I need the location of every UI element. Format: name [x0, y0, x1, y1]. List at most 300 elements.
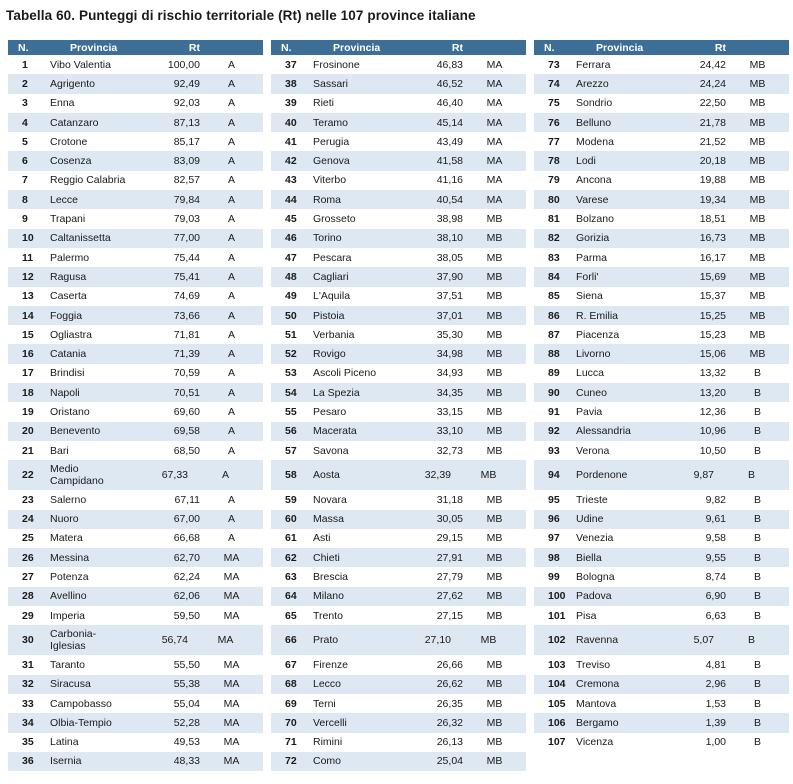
table-row: [534, 548, 789, 567]
province-name: Sondrio: [576, 97, 613, 110]
table-row: [534, 325, 789, 344]
row-number: 15: [22, 328, 34, 341]
rt-score: 26,32: [436, 716, 463, 729]
table-row: [271, 548, 526, 567]
table-row: [8, 567, 263, 586]
rt-score: 13,20: [699, 386, 726, 399]
row-number: 81: [548, 213, 560, 226]
province-name: Genova: [313, 155, 350, 168]
table-row: [534, 306, 789, 325]
province-name: Taranto: [50, 658, 86, 671]
rt-score: 79,84: [173, 193, 200, 206]
table-row: [534, 132, 789, 151]
table-row: [534, 529, 789, 548]
rt-score: 19,88: [699, 174, 726, 187]
risk-class: MB: [486, 425, 503, 438]
row-number: 63: [285, 571, 297, 584]
table-row: [271, 344, 526, 363]
rt-score: 16,73: [699, 232, 726, 245]
rt-score: 62,06: [173, 590, 200, 603]
table-panel-3: [534, 40, 789, 771]
row-number: 39: [285, 97, 297, 110]
risk-class: MB: [749, 328, 766, 341]
row-number: 71: [285, 736, 297, 749]
rt-score: 71,81: [173, 328, 200, 341]
rt-score: 1,53: [705, 697, 726, 710]
risk-class: MB: [486, 405, 503, 418]
risk-class: MB: [749, 232, 766, 245]
rt-score: 8,74: [705, 571, 726, 584]
province-name: Bologna: [576, 571, 615, 584]
risk-class: B: [753, 678, 761, 691]
rt-score: 67,33: [161, 469, 188, 482]
rt-score: 55,04: [173, 697, 200, 710]
risk-class: MB: [486, 348, 503, 361]
province-name: Ferrara: [576, 58, 611, 71]
risk-class: MB: [486, 367, 503, 380]
table-row: [534, 733, 789, 752]
province-name: Caltanissetta: [50, 232, 111, 245]
risk-class: A: [227, 116, 235, 129]
table-row: [534, 713, 789, 732]
table-row: [534, 209, 789, 228]
row-number: 48: [285, 270, 297, 283]
risk-class: A: [227, 251, 235, 264]
risk-class: B: [753, 513, 761, 526]
risk-class: MB: [486, 736, 503, 749]
row-number: 58: [285, 469, 297, 482]
province-name: Verona: [576, 444, 610, 457]
table-row: [271, 171, 526, 190]
row-number: 34: [22, 716, 34, 729]
province-name: Trieste: [576, 493, 608, 506]
row-number: 33: [22, 697, 34, 710]
risk-class: MB: [486, 755, 503, 768]
table-row: [271, 625, 526, 655]
province-name: Varese: [576, 193, 609, 206]
province-name: Belluno: [576, 116, 612, 129]
province-name: Torino: [313, 232, 342, 245]
table-row: [8, 306, 263, 325]
risk-class: A: [227, 513, 235, 526]
row-number: 3: [22, 97, 28, 110]
header-provincia: Provincia: [333, 41, 381, 54]
province-risk-table: [8, 40, 789, 771]
province-name: Cosenza: [50, 155, 92, 168]
table-row: [534, 490, 789, 509]
rt-score: 13,32: [699, 367, 726, 380]
province-name: Catanzaro: [50, 116, 99, 129]
rt-score: 29,15: [436, 532, 463, 545]
table-row: [534, 675, 789, 694]
rt-score: 12,36: [699, 405, 726, 418]
row-number: 98: [548, 551, 560, 564]
table-row: [271, 441, 526, 460]
risk-class: MB: [486, 386, 503, 399]
row-number: 5: [22, 135, 28, 148]
rt-score: 15,37: [699, 290, 726, 303]
table-row: [271, 675, 526, 694]
table-row: [8, 422, 263, 441]
table-row: [8, 55, 263, 74]
table-row: [271, 287, 526, 306]
row-number: 2: [22, 77, 28, 90]
risk-class: MB: [486, 571, 503, 584]
row-number: 65: [285, 609, 297, 622]
row-number: 16: [22, 348, 34, 361]
province-name: Padova: [576, 590, 612, 603]
rt-score: 48,33: [173, 755, 200, 768]
risk-class: MB: [486, 493, 503, 506]
rt-score: 33,10: [436, 425, 463, 438]
table-row: [8, 548, 263, 567]
province-name: Bergamo: [576, 716, 619, 729]
table-row: [534, 694, 789, 713]
rt-score: 70,51: [173, 386, 200, 399]
header-rt: Rt: [714, 41, 726, 54]
rt-score: 24,42: [699, 58, 726, 71]
province-name: Matera: [50, 532, 83, 545]
table-header: [271, 40, 526, 55]
risk-class: A: [227, 348, 235, 361]
risk-class: A: [227, 367, 235, 380]
table-row: [534, 567, 789, 586]
province-name: Caserta: [50, 290, 87, 303]
table-row: [8, 94, 263, 113]
province-name: Piacenza: [576, 328, 620, 341]
risk-class: B: [747, 469, 755, 482]
risk-class: MA: [486, 155, 503, 168]
rt-score: 30,05: [436, 513, 463, 526]
risk-class: MB: [486, 513, 503, 526]
row-number: 25: [22, 532, 34, 545]
table-row: [534, 229, 789, 248]
row-number: 92: [548, 425, 560, 438]
risk-class: MB: [486, 232, 503, 245]
risk-class: B: [753, 571, 761, 584]
risk-class: MB: [486, 328, 503, 341]
province-name: Rieti: [313, 97, 335, 110]
province-name: Aosta: [313, 469, 340, 482]
rt-score: 32,73: [436, 444, 463, 457]
row-number: 105: [548, 697, 566, 710]
row-number: 31: [22, 658, 34, 671]
rt-score: 9,58: [705, 532, 726, 545]
table-row: [8, 625, 263, 655]
table-row: [271, 248, 526, 267]
row-number: 78: [548, 155, 560, 168]
table-row: [8, 529, 263, 548]
table-row: [534, 625, 789, 655]
row-number: 73: [548, 58, 560, 71]
province-name: Rovigo: [313, 348, 346, 361]
risk-class: MB: [486, 251, 503, 264]
row-number: 101: [548, 609, 566, 622]
risk-class: MB: [749, 58, 766, 71]
table-row: [271, 151, 526, 170]
rt-score: 27,15: [436, 609, 463, 622]
province-name: Olbia-Tempio: [50, 716, 112, 729]
province-name: Cremona: [576, 678, 620, 691]
rt-score: 24,24: [699, 77, 726, 90]
risk-class: A: [227, 425, 235, 438]
rt-score: 41,58: [436, 155, 463, 168]
risk-class: MA: [217, 634, 234, 647]
province-name: Trapani: [50, 213, 86, 226]
risk-class: MB: [486, 716, 503, 729]
row-number: 56: [285, 425, 297, 438]
risk-class: A: [227, 97, 235, 110]
risk-class: MB: [749, 97, 766, 110]
rt-score: 37,51: [436, 290, 463, 303]
province-name: Ancona: [576, 174, 612, 187]
risk-class: MB: [486, 290, 503, 303]
row-number: 75: [548, 97, 560, 110]
rt-score: 2,96: [705, 678, 726, 691]
table-row: [271, 733, 526, 752]
province-name: Vercelli: [313, 716, 347, 729]
rt-score: 41,16: [436, 174, 463, 187]
rt-score: 4,81: [705, 658, 726, 671]
table-header: [534, 40, 789, 55]
table-row: [271, 752, 526, 771]
risk-class: A: [227, 174, 235, 187]
risk-class: A: [227, 290, 235, 303]
risk-class: MB: [749, 155, 766, 168]
row-number: 28: [22, 590, 34, 603]
risk-class: MB: [486, 213, 503, 226]
table-header: [8, 40, 263, 55]
rt-score: 52,28: [173, 716, 200, 729]
rt-score: 26,66: [436, 658, 463, 671]
risk-class: MB: [749, 213, 766, 226]
province-name: Napoli: [50, 386, 80, 399]
rt-score: 32,39: [424, 469, 451, 482]
risk-class: A: [227, 77, 235, 90]
row-number: 64: [285, 590, 297, 603]
risk-class: B: [747, 634, 755, 647]
risk-class: B: [753, 697, 761, 710]
rt-score: 69,60: [173, 405, 200, 418]
table-row: [534, 190, 789, 209]
province-name: Grosseto: [313, 213, 356, 226]
table-row: [534, 422, 789, 441]
table-row: [271, 364, 526, 383]
row-number: 94: [548, 469, 560, 482]
province-name: Pisa: [576, 609, 597, 622]
risk-class: MB: [749, 270, 766, 283]
province-name: Viterbo: [313, 174, 347, 187]
rt-score: 22,50: [699, 97, 726, 110]
row-number: 43: [285, 174, 297, 187]
province-name: Campobasso: [50, 697, 112, 710]
table-row: [8, 752, 263, 771]
rt-score: 15,23: [699, 328, 726, 341]
rt-score: 67,00: [173, 513, 200, 526]
province-name: Imperia: [50, 609, 86, 622]
rt-score: 38,10: [436, 232, 463, 245]
table-row: [534, 113, 789, 132]
risk-class: B: [753, 444, 761, 457]
row-number: 17: [22, 367, 34, 380]
row-number: 99: [548, 571, 560, 584]
row-number: 24: [22, 513, 34, 526]
row-number: 102: [548, 634, 566, 647]
province-name: Salerno: [50, 493, 87, 506]
rt-score: 26,13: [436, 736, 463, 749]
table-row: [8, 441, 263, 460]
province-name: Arezzo: [576, 77, 609, 90]
rt-score: 75,41: [173, 270, 200, 283]
table-row: [534, 587, 789, 606]
row-number: 20: [22, 425, 34, 438]
risk-class: MA: [486, 135, 503, 148]
row-number: 11: [22, 251, 34, 264]
province-name: Alessandria: [576, 425, 631, 438]
header-rt: Rt: [188, 41, 200, 54]
table-row: [8, 402, 263, 421]
province-name: Medio Campidano: [50, 463, 104, 488]
risk-class: MA: [223, 590, 240, 603]
risk-class: MB: [749, 251, 766, 264]
table-row: [534, 74, 789, 93]
rt-score: 49,53: [173, 736, 200, 749]
risk-class: B: [753, 736, 761, 749]
table-row: [271, 694, 526, 713]
rt-score: 92,03: [173, 97, 200, 110]
rt-score: 20,18: [699, 155, 726, 168]
rt-score: 9,61: [705, 513, 726, 526]
row-number: 96: [548, 513, 560, 526]
province-name: Sassari: [313, 77, 349, 90]
row-number: 4: [22, 116, 28, 129]
rt-score: 77,00: [173, 232, 200, 245]
row-number: 13: [22, 290, 34, 303]
table-row: [8, 460, 263, 490]
rt-score: 82,57: [173, 174, 200, 187]
province-name: Nuoro: [50, 513, 79, 526]
province-name: Crotone: [50, 135, 88, 148]
province-name: Benevento: [50, 425, 101, 438]
rt-score: 68,50: [173, 444, 200, 457]
row-number: 72: [285, 755, 297, 768]
rt-score: 16,17: [699, 251, 726, 264]
risk-class: MB: [749, 116, 766, 129]
row-number: 52: [285, 348, 297, 361]
table-row: [534, 55, 789, 74]
rt-score: 92,49: [173, 77, 200, 90]
table-row: [271, 74, 526, 93]
risk-class: MA: [486, 116, 503, 129]
rt-score: 85,17: [173, 135, 200, 148]
province-name: Venezia: [576, 532, 614, 545]
row-number: 32: [22, 678, 34, 691]
row-number: 37: [285, 58, 297, 71]
table-row: [534, 287, 789, 306]
row-number: 8: [22, 193, 28, 206]
risk-class: A: [227, 405, 235, 418]
province-name: Agrigento: [50, 77, 95, 90]
province-name: Catania: [50, 348, 87, 361]
rt-score: 34,98: [436, 348, 463, 361]
table-panel-2: [271, 40, 526, 771]
row-number: 104: [548, 678, 566, 691]
rt-score: 45,14: [436, 116, 463, 129]
header-rt: Rt: [451, 41, 463, 54]
rt-score: 34,93: [436, 367, 463, 380]
province-name: Ascoli Piceno: [313, 367, 377, 380]
rt-score: 46,83: [436, 58, 463, 71]
province-name: Carbonia-Iglesias: [50, 628, 97, 653]
rt-score: 67,11: [174, 493, 200, 506]
table-row: [8, 229, 263, 248]
table-row: [534, 441, 789, 460]
table-row: [271, 529, 526, 548]
province-name: Avellino: [50, 590, 87, 603]
risk-class: MA: [486, 97, 503, 110]
table-row: [271, 55, 526, 74]
rt-score: 71,39: [173, 348, 200, 361]
row-number: 88: [548, 348, 560, 361]
row-number: 29: [22, 609, 34, 622]
table-row: [271, 383, 526, 402]
row-number: 76: [548, 116, 560, 129]
table-row: [271, 713, 526, 732]
province-name: Ragusa: [50, 270, 87, 283]
table-row: [8, 364, 263, 383]
risk-class: MB: [749, 309, 766, 322]
row-number: 82: [548, 232, 560, 245]
table-row: [8, 383, 263, 402]
rt-score: 1,39: [705, 716, 726, 729]
risk-class: B: [753, 367, 761, 380]
province-name: Terni: [313, 697, 336, 710]
table-row: [8, 675, 263, 694]
table-row: [8, 587, 263, 606]
row-number: 61: [285, 532, 297, 545]
risk-class: MB: [486, 658, 503, 671]
risk-class: MA: [223, 609, 240, 622]
rt-score: 18,51: [699, 213, 726, 226]
risk-class: A: [227, 155, 235, 168]
risk-class: MB: [749, 348, 766, 361]
row-number: 68: [285, 678, 297, 691]
risk-class: MB: [480, 469, 497, 482]
row-number: 107: [548, 736, 566, 749]
province-name: Novara: [313, 493, 347, 506]
row-number: 23: [22, 493, 34, 506]
row-number: 6: [22, 155, 28, 168]
risk-class: MA: [223, 697, 240, 710]
province-name: Lucca: [576, 367, 605, 380]
table-row: [271, 490, 526, 509]
table-row: [534, 460, 789, 490]
row-number: 95: [548, 493, 560, 506]
province-name: Pesaro: [313, 405, 347, 418]
risk-class: MA: [486, 193, 503, 206]
row-number: 10: [22, 232, 34, 245]
rt-score: 33,15: [436, 405, 463, 418]
row-number: 26: [22, 551, 34, 564]
row-number: 87: [548, 328, 560, 341]
row-number: 93: [548, 444, 560, 457]
rt-score: 21,78: [699, 116, 726, 129]
province-name: Savona: [313, 444, 349, 457]
risk-class: MA: [486, 174, 503, 187]
header-provincia: Provincia: [596, 41, 644, 54]
risk-class: MA: [486, 77, 503, 90]
row-number: 51: [285, 328, 297, 341]
